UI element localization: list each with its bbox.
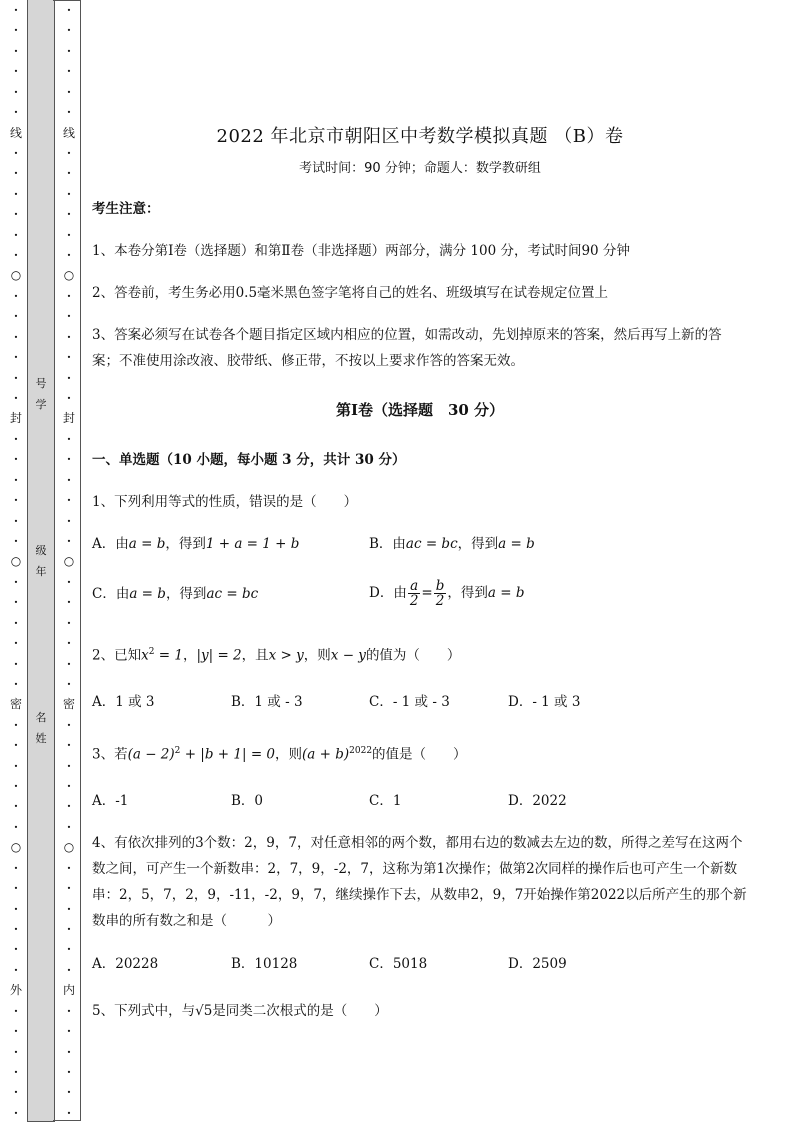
binding-dot: · <box>66 942 72 957</box>
binding-dot: · <box>66 452 72 467</box>
math-operator: = <box>421 585 433 601</box>
math-exponent: 2 <box>174 746 181 756</box>
fraction <box>408 579 421 608</box>
binding-dot: · <box>13 370 19 385</box>
question-3-option-d[interactable]: D．2022 <box>508 793 567 809</box>
binding-dot: · <box>13 207 19 222</box>
option-label: B．由 <box>369 536 406 552</box>
binding-dot: · <box>66 329 72 344</box>
notes-heading: 考生注意： <box>92 201 160 217</box>
binding-dot: · <box>66 166 72 181</box>
option-label: A．由 <box>92 536 129 552</box>
question-4-option-c[interactable]: C．5018 <box>369 956 428 972</box>
binding-dot: · <box>13 288 19 303</box>
question-2-option-c[interactable]: C．- 1 或 - 3 <box>369 694 450 710</box>
binding-dot: · <box>13 166 19 181</box>
binding-dot: · <box>66 636 72 651</box>
binding-dot: · <box>13 248 19 263</box>
section-heading: 一、单选题（10 小题，每小题 3 分，共计 30 分） <box>92 452 406 468</box>
binding-dot: · <box>66 921 72 936</box>
binding-dot: · <box>66 758 72 773</box>
binding-dot: · <box>13 942 19 957</box>
question-3-option-c[interactable]: C．1 <box>369 793 402 809</box>
binding-dot: · <box>13 595 19 610</box>
binding-dot: · <box>13 656 19 671</box>
binding-dot: · <box>13 1044 19 1059</box>
binding-dot: · <box>66 819 72 834</box>
binding-dot: · <box>13 1003 19 1018</box>
binding-dot: · <box>66 105 72 120</box>
binding-dot: · <box>66 248 72 263</box>
binding-dot: · <box>66 574 72 589</box>
binding-dot: · <box>66 472 72 487</box>
question-1-option-d[interactable] <box>369 574 524 612</box>
stem-text: 3、若 <box>92 746 128 763</box>
note-item: 3、答案必须写在试卷各个题目指定区域内相应的位置，如需改动，先划掉原来的答案，然后再写上新的答案；不准使用涂改液、胶带纸、修正带，不按以上要求作答的答案无效。 <box>92 327 722 369</box>
question-5-stem <box>92 998 747 1024</box>
binding-mark: ○ <box>63 554 75 569</box>
binding-dot: · <box>13 431 19 446</box>
binding-mark: 内 <box>62 983 75 998</box>
question-3-option-b[interactable]: B．0 <box>231 793 264 809</box>
binding-dot: · <box>13 145 19 160</box>
binding-dot: · <box>66 23 72 38</box>
label-char: 名 <box>35 711 47 724</box>
binding-dot: · <box>66 84 72 99</box>
binding-dot: · <box>66 860 72 875</box>
fraction-denominator: 2 <box>435 593 445 609</box>
math-expr: = 1 <box>154 647 183 664</box>
stem-text: 是同类二次根式的是（ ） <box>212 1003 388 1019</box>
stem-text: 的值是（ ） <box>372 746 467 763</box>
stem-text: ，且 <box>241 647 269 664</box>
math-exponent: 2 <box>148 647 155 657</box>
binding-dot: · <box>13 615 19 630</box>
math-expr: 1 + a = 1 + b <box>205 536 300 552</box>
label-char: 学 <box>35 398 47 411</box>
binding-dot: · <box>13 493 19 508</box>
binding-dot: · <box>66 1105 72 1120</box>
binding-dot: · <box>13 717 19 732</box>
binding-mark: 外 <box>9 983 22 998</box>
option-label: D．由 <box>369 585 407 601</box>
binding-dot-column-left <box>9 0 23 1123</box>
math-expr: + |b + 1| = 0 <box>180 746 276 763</box>
question-1-option-b[interactable] <box>369 534 535 554</box>
fraction-denominator: 2 <box>409 593 419 609</box>
binding-dot: · <box>66 1064 72 1079</box>
question-1-option-a[interactable] <box>92 534 299 554</box>
binding-dot: · <box>13 329 19 344</box>
question-1-stem: 1、下列利用等式的性质，错误的是（ ） <box>92 494 358 510</box>
binding-dot: · <box>66 145 72 160</box>
binding-dot: · <box>66 533 72 548</box>
binding-dot: · <box>66 350 72 365</box>
binding-dot: · <box>13 1085 19 1100</box>
binding-dot: · <box>13 779 19 794</box>
question-4-option-a[interactable]: A．20228 <box>92 956 159 972</box>
binding-dot: · <box>66 513 72 528</box>
binding-dot: · <box>13 574 19 589</box>
binding-dot: · <box>13 962 19 977</box>
part1-title: 第Ⅰ卷（选择题 30 分） <box>335 401 505 419</box>
binding-dot: · <box>13 43 19 58</box>
binding-dot: · <box>66 309 72 324</box>
math-expr: ac = bc <box>206 586 259 602</box>
binding-dot: · <box>13 636 19 651</box>
label-char: 级 <box>35 544 47 557</box>
binding-dot: · <box>13 819 19 834</box>
binding-dot: · <box>13 533 19 548</box>
question-2-option-b[interactable]: B．1 或 - 3 <box>231 694 303 710</box>
math-expr: |y| = 2 <box>196 647 242 664</box>
binding-mark: 线 <box>9 125 22 140</box>
binding-dot: · <box>13 1105 19 1120</box>
question-1-option-c[interactable] <box>92 584 258 604</box>
binding-dot: · <box>66 1044 72 1059</box>
question-3-stem <box>92 738 747 768</box>
question-4-option-b[interactable]: B．10128 <box>231 956 298 972</box>
stem-text: 2、已知 <box>92 647 142 664</box>
question-3-option-a[interactable]: A．-1 <box>92 793 129 809</box>
binding-dot: · <box>66 615 72 630</box>
binding-dot-column-right <box>62 0 76 1123</box>
stem-text: ，则 <box>275 746 303 763</box>
question-2-option-a[interactable]: A．1 或 3 <box>92 694 155 710</box>
question-2-option-d[interactable]: D．- 1 或 3 <box>508 694 581 710</box>
math-expr: (a − 2) <box>127 746 175 763</box>
binding-dot: · <box>13 309 19 324</box>
binding-dot: · <box>13 105 19 120</box>
binding-dot: · <box>13 881 19 896</box>
binding-dot: · <box>13 1024 19 1039</box>
binding-dot: · <box>66 676 72 691</box>
binding-dot: · <box>13 799 19 814</box>
math-expr: a = b <box>129 586 166 602</box>
binding-dot: · <box>13 513 19 528</box>
label-char: 姓 <box>35 732 47 745</box>
binding-dot: · <box>66 431 72 446</box>
option-text: ，得到 <box>457 536 499 552</box>
binding-dot: · <box>13 921 19 936</box>
binding-dot: · <box>13 758 19 773</box>
binding-dot: · <box>13 3 19 17</box>
question-2-stem <box>92 639 747 669</box>
binding-dot: · <box>66 288 72 303</box>
binding-dot: · <box>13 1064 19 1079</box>
label-char: 年 <box>35 565 47 578</box>
binding-dot: · <box>66 1024 72 1039</box>
name-label <box>27 707 55 749</box>
binding-dot: · <box>66 962 72 977</box>
binding-dot: · <box>66 207 72 222</box>
stem-text: ，则 <box>303 647 331 664</box>
binding-dot: · <box>66 227 72 242</box>
binding-mark: 线 <box>62 125 75 140</box>
binding-dot: · <box>66 799 72 814</box>
binding-dot: · <box>66 493 72 508</box>
binding-mark: 密 <box>62 697 75 712</box>
binding-dot: · <box>13 186 19 201</box>
binding-dot: · <box>66 391 72 406</box>
binding-dot: · <box>66 881 72 896</box>
fraction <box>434 579 447 608</box>
binding-dot: · <box>13 901 19 916</box>
binding-dot: · <box>66 779 72 794</box>
exam-title: 2022 年北京市朝阳区中考数学模拟真题 （B）卷 <box>216 126 624 147</box>
binding-dot: · <box>66 64 72 79</box>
math-expr: a = b <box>128 536 166 552</box>
binding-dot: · <box>13 391 19 406</box>
math-expr: x <box>141 647 149 664</box>
option-label: C．由 <box>92 586 130 602</box>
binding-dot: · <box>13 472 19 487</box>
math-expr: a = b <box>487 585 525 601</box>
binding-mark: 密 <box>9 697 22 712</box>
binding-dot: · <box>66 3 72 17</box>
option-text: ，得到 <box>447 585 488 601</box>
binding-dot: · <box>66 901 72 916</box>
question-4-stem: 4、有依次排列的3个数：2，9，7，对任意相邻的两个数，都用右边的数减去左边的数，所得之差写在这两个数之间，可产生一个新数串：2，7，9，-2，7，这称为第1次操作；做第2次同样的操作后也可产生一个新数串：2，5，7，2，9，-11，-2，9，7，继续操作下去，从数串2，9，7开始操作第2022以后所产生的那个新数串的所有数之和是（ ） <box>92 835 747 929</box>
math-exponent: 2022 <box>349 746 373 756</box>
binding-dot: · <box>13 860 19 875</box>
binding-dot: · <box>66 1003 72 1018</box>
label-char: 号 <box>35 377 47 390</box>
fraction-numerator: a <box>408 579 421 594</box>
math-expr: a = b <box>498 536 535 552</box>
math-expr: ac = bc <box>405 536 458 552</box>
math-expr: (a + b) <box>302 746 350 763</box>
binding-mark: 封 <box>9 411 22 426</box>
stem-text: 5、下列式中，与 <box>92 1003 196 1019</box>
option-text: ，得到 <box>165 586 207 602</box>
binding-dot: · <box>66 43 72 58</box>
grade-label <box>27 540 55 582</box>
binding-dot: · <box>13 84 19 99</box>
binding-mark: ○ <box>10 268 22 283</box>
binding-mark: ○ <box>10 554 22 569</box>
math-expr: x > y <box>268 647 304 664</box>
stem-text: ， <box>182 647 197 664</box>
question-4-option-d[interactable]: D．2509 <box>508 956 567 972</box>
stem-text: 的值为（ ） <box>365 647 461 664</box>
binding-dot: · <box>13 23 19 38</box>
note-item: 2、答卷前，考生务必用0.5毫米黑色签字笔将自己的姓名、班级填写在试卷规定位置上 <box>92 285 609 301</box>
note-item: 1、本卷分第Ⅰ卷（选择题）和第Ⅱ卷（非选择题）两部分，满分 100 分，考试时间90 分钟 <box>92 243 630 259</box>
binding-dot: · <box>13 452 19 467</box>
binding-mark: ○ <box>10 840 22 855</box>
binding-dot: · <box>66 738 72 753</box>
binding-dot: · <box>13 350 19 365</box>
binding-dot: · <box>66 595 72 610</box>
option-text: ，得到 <box>165 536 206 552</box>
binding-dot: · <box>13 227 19 242</box>
binding-dot: · <box>66 370 72 385</box>
math-expr: √5 <box>195 1003 213 1019</box>
binding-dot: · <box>66 186 72 201</box>
binding-dot: · <box>66 717 72 732</box>
binding-mark: ○ <box>63 840 75 855</box>
binding-dot: · <box>66 1085 72 1100</box>
exam-subtitle: 考试时间：90 分钟；命题人：数学教研组 <box>299 161 541 176</box>
binding-dot: · <box>66 656 72 671</box>
binding-dot: · <box>13 738 19 753</box>
binding-mark: ○ <box>63 268 75 283</box>
binding-dot: · <box>13 64 19 79</box>
math-expr: x − y <box>330 647 366 664</box>
binding-dot: · <box>13 676 19 691</box>
fraction-numerator: b <box>435 578 445 594</box>
student-number-label <box>27 373 55 415</box>
binding-mark: 封 <box>62 411 75 426</box>
